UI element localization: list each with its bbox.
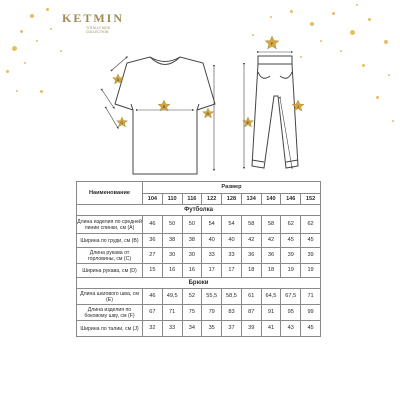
marker-label-b: B — [162, 104, 166, 109]
size-cell: 104 — [143, 194, 163, 205]
section-title: Брюки — [77, 278, 321, 289]
row-label: Длина изделия по боковому шву, см (F) — [77, 305, 143, 321]
section-title: Футболка — [77, 205, 321, 216]
row-label: Длина рукава от горловины, см (С) — [77, 248, 143, 264]
value-cell: 67,5 — [281, 289, 301, 305]
value-cell: 61 — [241, 289, 261, 305]
table-row — [77, 248, 321, 264]
value-cell: 30 — [162, 248, 182, 264]
value-cell: 42 — [241, 234, 261, 248]
value-cell: 45 — [301, 321, 321, 337]
row-label: Ширина по талии, см (J) — [77, 321, 143, 337]
value-cell: 35 — [202, 321, 222, 337]
value-cell: 49,5 — [162, 289, 182, 305]
value-cell: 30 — [182, 248, 202, 264]
value-cell: 54 — [202, 216, 222, 234]
value-cell: 39 — [281, 248, 301, 264]
value-cell: 27 — [143, 248, 163, 264]
pants-drawing — [252, 56, 298, 168]
value-cell: 71 — [301, 289, 321, 305]
value-cell: 52 — [182, 289, 202, 305]
value-cell: 58,5 — [222, 289, 242, 305]
value-cell: 95 — [281, 305, 301, 321]
value-cell: 79 — [202, 305, 222, 321]
value-cell: 19 — [301, 264, 321, 278]
size-cell: 134 — [241, 194, 261, 205]
value-cell: 71 — [162, 305, 182, 321]
value-cell: 41 — [261, 321, 281, 337]
value-cell: 45 — [281, 234, 301, 248]
value-cell: 39 — [301, 248, 321, 264]
value-cell: 87 — [241, 305, 261, 321]
size-cell: 122 — [202, 194, 222, 205]
table-row — [77, 321, 321, 337]
value-cell: 17 — [202, 264, 222, 278]
brand-tagline-2: COLLECTION — [86, 30, 109, 34]
value-cell: 32 — [143, 321, 163, 337]
brand-name: KETMIN — [62, 11, 125, 25]
marker-label-f: F — [270, 41, 274, 46]
size-cell: 146 — [281, 194, 301, 205]
row-label: Ширина по груди, см (В) — [77, 234, 143, 248]
value-cell: 36 — [143, 234, 163, 248]
value-cell: 16 — [162, 264, 182, 278]
value-cell: 18 — [261, 264, 281, 278]
size-cell: 116 — [182, 194, 202, 205]
value-cell: 36 — [241, 248, 261, 264]
value-cell: 55,5 — [202, 289, 222, 305]
marker-label-a: A — [116, 77, 120, 82]
table-row — [77, 234, 321, 248]
value-cell: 38 — [162, 234, 182, 248]
header-label: Наименование — [77, 182, 143, 205]
table-row — [77, 264, 321, 278]
value-cell: 43 — [281, 321, 301, 337]
marker-label-j: J — [297, 104, 299, 109]
value-cell: 39 — [241, 321, 261, 337]
marker-label-e: E — [246, 120, 250, 125]
marker-label-d: D — [206, 111, 210, 116]
value-cell: 19 — [281, 264, 301, 278]
size-cell: 140 — [261, 194, 281, 205]
value-cell: 42 — [261, 234, 281, 248]
row-label: Длина изделия по средней линии спинки, см (А) — [77, 216, 143, 234]
value-cell: 62 — [281, 216, 301, 234]
table-row — [77, 289, 321, 305]
value-cell: 54 — [222, 216, 242, 234]
value-cell: 33 — [162, 321, 182, 337]
value-cell: 16 — [182, 264, 202, 278]
value-cell: 40 — [202, 234, 222, 248]
size-cell: 128 — [222, 194, 242, 205]
value-cell: 34 — [182, 321, 202, 337]
size-cell: 110 — [162, 194, 182, 205]
value-cell: 99 — [301, 305, 321, 321]
row-label: Длина шагового шва, см (E) — [77, 289, 143, 305]
size-cell: 152 — [301, 194, 321, 205]
value-cell: 15 — [143, 264, 163, 278]
value-cell: 64,5 — [261, 289, 281, 305]
size-chart-table — [76, 181, 321, 337]
row-label: Ширина рукава, см (D) — [77, 264, 143, 278]
value-cell: 83 — [222, 305, 242, 321]
value-cell: 33 — [222, 248, 242, 264]
table-row — [77, 305, 321, 321]
value-cell: 17 — [222, 264, 242, 278]
value-cell: 33 — [202, 248, 222, 264]
value-cell: 58 — [241, 216, 261, 234]
marker-label-c: C — [120, 120, 124, 125]
value-cell: 18 — [241, 264, 261, 278]
value-cell: 62 — [301, 216, 321, 234]
value-cell: 75 — [182, 305, 202, 321]
value-cell: 36 — [261, 248, 281, 264]
garment-illustration — [0, 0, 400, 180]
value-cell: 38 — [182, 234, 202, 248]
value-cell: 67 — [143, 305, 163, 321]
brand-tagline: TOTALLY KIDS — [86, 26, 111, 30]
value-cell: 50 — [182, 216, 202, 234]
value-cell: 37 — [222, 321, 242, 337]
tshirt-drawing — [115, 57, 215, 174]
value-cell: 46 — [143, 216, 163, 234]
table-row — [77, 216, 321, 234]
value-cell: 50 — [162, 216, 182, 234]
value-cell: 91 — [261, 305, 281, 321]
value-cell: 58 — [261, 216, 281, 234]
value-cell: 40 — [222, 234, 242, 248]
size-header: Размер — [143, 182, 321, 194]
value-cell: 46 — [143, 289, 163, 305]
value-cell: 45 — [301, 234, 321, 248]
